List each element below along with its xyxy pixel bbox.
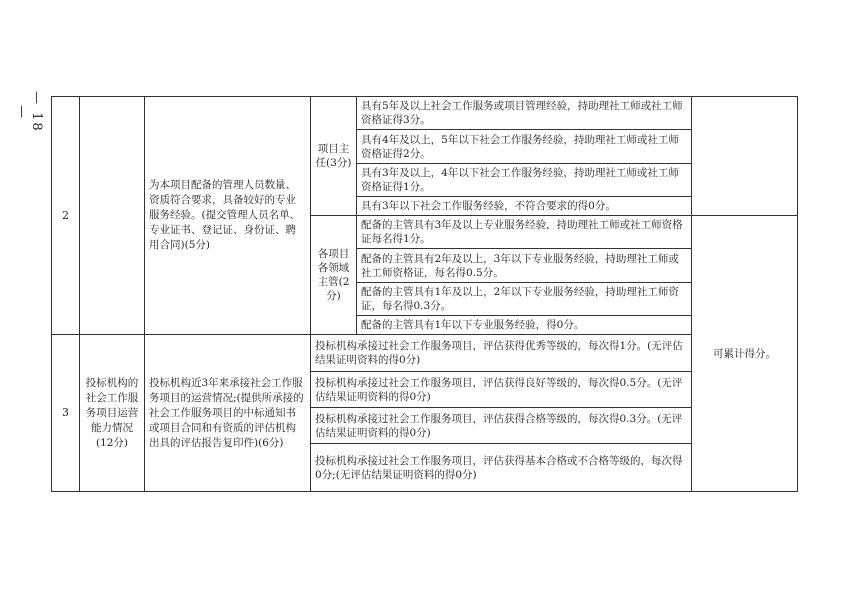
- criteria-item: 配备的主管具有1年以下专业服务经验，得0分。: [357, 316, 692, 335]
- criteria-item: 配备的主管具有1年及以上，2年以下专业服务经验，持助理社工师资证，每名得0.3分。: [357, 283, 692, 316]
- category-cell: [80, 97, 145, 335]
- criteria-item: 投标机构承接过社会工作服务项目，评估获得良好等级的，每次得0.5分。(无评估结果证明资料的得0分): [311, 372, 692, 408]
- page-number: — 18 —: [14, 91, 44, 133]
- row-number: 3: [52, 335, 80, 492]
- criteria-item: 具有3年及以上，4年以下社会工作服务经验，持助理社工师或社工师资格证得1分。: [357, 164, 692, 197]
- category-cell: 投标机构的社会工作服务项目运营能力情况(12分): [80, 335, 145, 492]
- group-label: 各项目各领域主管(2分): [311, 216, 357, 335]
- criteria-item: 具有5年及以上社会工作服务或项目管理经验，持助理社工师或社工师资格证得3分。: [357, 97, 692, 130]
- note-cell: 可累计得分。: [692, 216, 798, 492]
- criteria-item: 投标机构承接过社会工作服务项目，评估获得优秀等级的，每次得1分。(无评估结果证明资料的得0分): [311, 335, 692, 372]
- criteria-item: 配备的主管具有2年及以上，3年以下专业服务经验，持助理社工师或社工师资格证，每名得0.5分。: [357, 249, 692, 283]
- row-number: 2: [52, 97, 80, 335]
- table-row: [52, 335, 798, 372]
- requirement-cell: 为本项目配备的管理人员数量、资质符合要求，具备较好的专业服务经验。(提交管理人员名单、专业证书、登记证、身份证、聘用合同)(5分): [145, 97, 311, 335]
- criteria-item: 投标机构承接过社会工作服务项目，评估获得合格等级的，每次得0.3分。(无评估结果证明资料的得0分): [311, 408, 692, 444]
- criteria-item: 配备的主管具有3年及以上专业服务经验，持助理社工师或社工师资格证每名得1分。: [357, 216, 692, 249]
- requirement-cell: 投标机构近3年来承接社会工作服务项目的运营情况;(提供所承接的社会工作服务项目的中标通知书或项目合同和有资质的评估机构出具的评估报告复印件)(6分): [145, 335, 311, 492]
- criteria-item: 投标机构承接过社会工作服务项目，评估获得基本合格或不合格等级的，每次得0分;(无评估结果证明资料的得0分): [311, 444, 692, 492]
- note-cell-empty: [692, 97, 798, 216]
- group-label: 项目主任(3分): [311, 97, 357, 216]
- table-row: [52, 97, 798, 130]
- criteria-item: 具有3年以下社会工作服务经验，不符合要求的得0分。: [357, 197, 692, 216]
- criteria-item: 具有4年及以上，5年以下社会工作服务经验，持助理社工师或社工师资格证得2分。: [357, 130, 692, 164]
- scoring-table: [51, 96, 798, 492]
